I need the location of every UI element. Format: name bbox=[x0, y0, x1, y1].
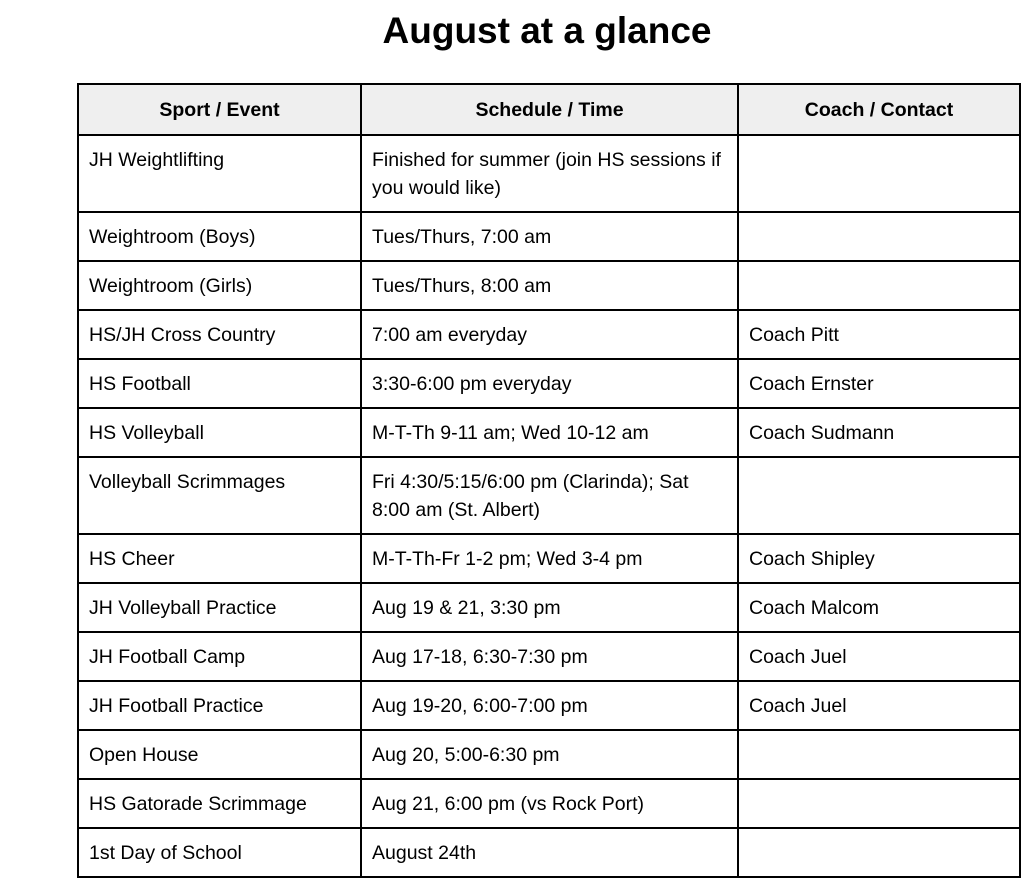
schedule-cell: 7:00 am everyday bbox=[361, 310, 738, 359]
table-row bbox=[78, 359, 1020, 408]
event-cell: JH Volleyball Practice bbox=[78, 583, 361, 632]
schedule-cell: Tues/Thurs, 8:00 am bbox=[361, 261, 738, 310]
coach-cell bbox=[738, 212, 1020, 261]
coach-cell bbox=[738, 261, 1020, 310]
event-cell: 1st Day of School bbox=[78, 828, 361, 877]
page-title: August at a glance bbox=[382, 10, 712, 51]
header-coach-contact: Coach / Contact bbox=[738, 84, 1020, 135]
schedule-table bbox=[77, 83, 1021, 878]
header-sport-event: Sport / Event bbox=[78, 84, 361, 135]
schedule-cell: Aug 20, 5:00-6:30 pm bbox=[361, 730, 738, 779]
event-cell: HS Football bbox=[78, 359, 361, 408]
schedule-cell: Finished for summer (join HS sessions if you would like) bbox=[361, 135, 738, 212]
table-row bbox=[78, 457, 1020, 534]
schedule-cell: M-T-Th-Fr 1-2 pm; Wed 3-4 pm bbox=[361, 534, 738, 583]
event-cell: JH Football Practice bbox=[78, 681, 361, 730]
schedule-cell: Aug 19-20, 6:00-7:00 pm bbox=[361, 681, 738, 730]
coach-cell: Coach Ernster bbox=[738, 359, 1020, 408]
coach-cell: Coach Pitt bbox=[738, 310, 1020, 359]
schedule-cell: Aug 21, 6:00 pm (vs Rock Port) bbox=[361, 779, 738, 828]
header-row bbox=[78, 84, 1020, 135]
header-schedule-time: Schedule / Time bbox=[361, 84, 738, 135]
coach-cell bbox=[738, 135, 1020, 212]
table-row bbox=[78, 135, 1020, 212]
coach-cell bbox=[738, 730, 1020, 779]
table-row bbox=[78, 681, 1020, 730]
table-row bbox=[78, 632, 1020, 681]
coach-cell bbox=[738, 828, 1020, 877]
event-cell: Weightroom (Girls) bbox=[78, 261, 361, 310]
coach-cell: Coach Malcom bbox=[738, 583, 1020, 632]
schedule-cell: August 24th bbox=[361, 828, 738, 877]
table-row bbox=[78, 583, 1020, 632]
coach-cell: Coach Juel bbox=[738, 681, 1020, 730]
event-cell: HS/JH Cross Country bbox=[78, 310, 361, 359]
event-cell: HS Gatorade Scrimmage bbox=[78, 779, 361, 828]
schedule-cell: Fri 4:30/5:15/6:00 pm (Clarinda); Sat 8:00 am (St. Albert) bbox=[361, 457, 738, 534]
schedule-cell: Aug 17-18, 6:30-7:30 pm bbox=[361, 632, 738, 681]
table-row bbox=[78, 408, 1020, 457]
table-row bbox=[78, 730, 1020, 779]
table-row bbox=[78, 828, 1020, 877]
event-cell: JH Football Camp bbox=[78, 632, 361, 681]
coach-cell bbox=[738, 457, 1020, 534]
table-row bbox=[78, 310, 1020, 359]
coach-cell: Coach Shipley bbox=[738, 534, 1020, 583]
schedule-cell: M-T-Th 9-11 am; Wed 10-12 am bbox=[361, 408, 738, 457]
event-cell: Volleyball Scrimmages bbox=[78, 457, 361, 534]
table-row bbox=[78, 212, 1020, 261]
event-cell: HS Volleyball bbox=[78, 408, 361, 457]
coach-cell: Coach Juel bbox=[738, 632, 1020, 681]
schedule-cell: 3:30-6:00 pm everyday bbox=[361, 359, 738, 408]
event-cell: Open House bbox=[78, 730, 361, 779]
event-cell: Weightroom (Boys) bbox=[78, 212, 361, 261]
table-row bbox=[78, 534, 1020, 583]
coach-cell: Coach Sudmann bbox=[738, 408, 1020, 457]
coach-cell bbox=[738, 779, 1020, 828]
schedule-cell: Tues/Thurs, 7:00 am bbox=[361, 212, 738, 261]
table-row bbox=[78, 261, 1020, 310]
schedule-cell: Aug 19 & 21, 3:30 pm bbox=[361, 583, 738, 632]
event-cell: HS Cheer bbox=[78, 534, 361, 583]
event-cell: JH Weightlifting bbox=[78, 135, 361, 212]
table-row bbox=[78, 779, 1020, 828]
